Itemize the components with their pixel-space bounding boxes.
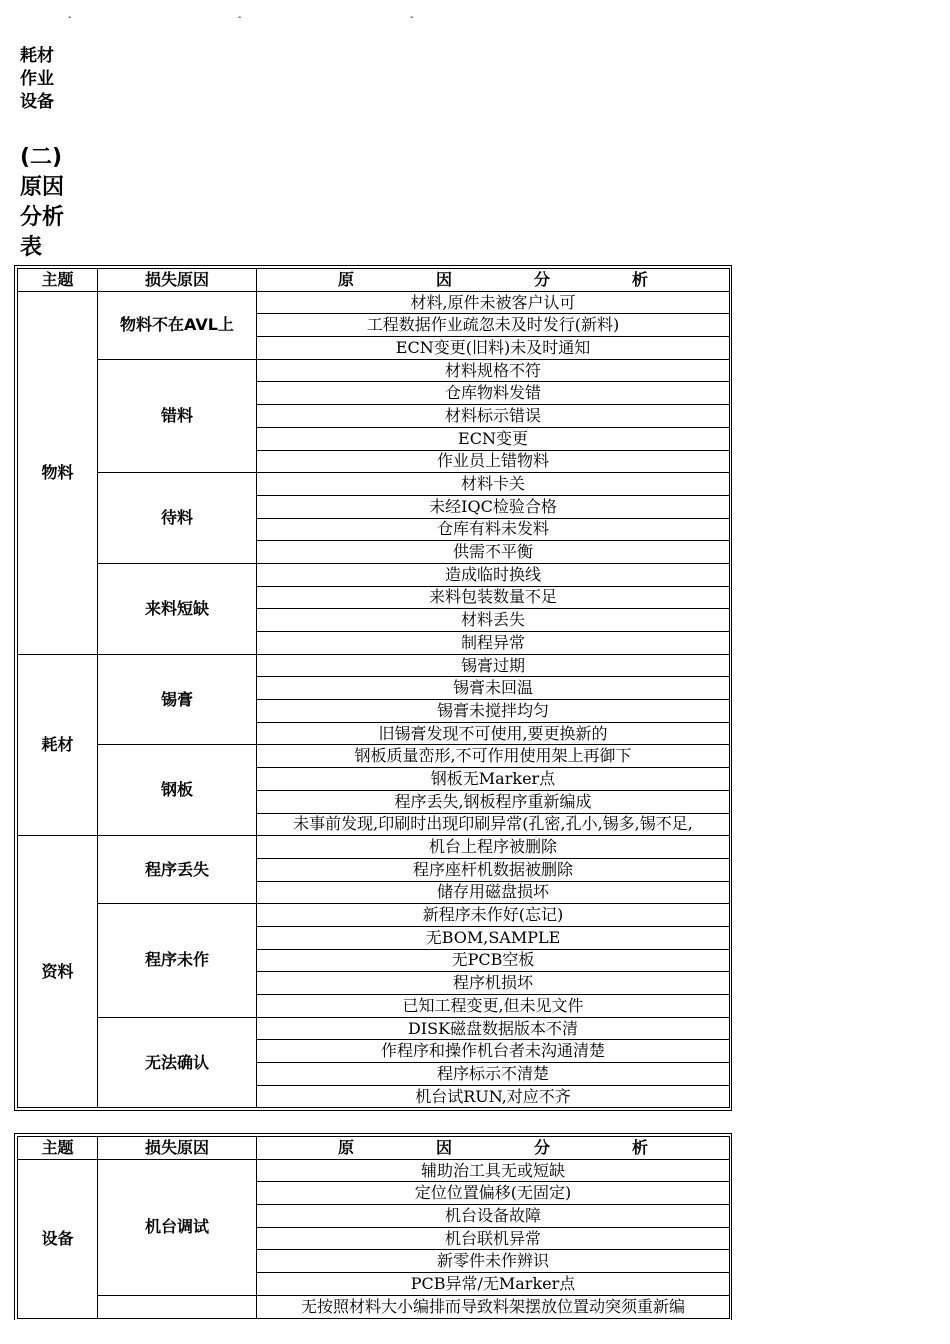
- header-analysis: [257, 269, 730, 292]
- side-label: 设备: [20, 92, 54, 112]
- heading-line: 原因: [20, 175, 65, 200]
- header-analysis-char: 分: [533, 269, 550, 289]
- page-cutoff: [0, 1320, 950, 1344]
- reason-cell: ECN变更: [257, 427, 730, 450]
- reason-cell: 仓库物料发错: [257, 382, 730, 405]
- reason-cell: 钢板无Marker点: [257, 768, 730, 791]
- cause-cell: 待料: [98, 473, 257, 564]
- header-analysis-char: 因: [435, 1137, 452, 1157]
- reason-cell: 仓库有料未发料: [257, 518, 730, 541]
- header-analysis-char: 原: [337, 269, 354, 289]
- header-analysis-char: 析: [631, 1137, 648, 1157]
- reason-cell: 程序丢失,钢板程序重新编成: [257, 790, 730, 813]
- reason-cell: 工程数据作业疏忽未及时发行(新料): [257, 314, 730, 337]
- reason-cell: 来料包装数量不足: [257, 586, 730, 609]
- header-analysis-char: 析: [631, 269, 648, 289]
- top-marks: [0, 12, 950, 24]
- reason-cell: 锡膏过期: [257, 654, 730, 677]
- reason-cell: 钢板质量峦形,不可作用使用架上再御下: [257, 745, 730, 768]
- cause-analysis-table-2: [14, 1133, 732, 1322]
- table-row: [18, 836, 730, 859]
- side-labels: [20, 45, 54, 114]
- reason-cell: 锡膏未搅拌均匀: [257, 700, 730, 723]
- table-row: [18, 745, 730, 768]
- table-row: [18, 563, 730, 586]
- cause-cell: 锡膏: [98, 654, 257, 745]
- cause-cell: 无法确认: [98, 1017, 257, 1108]
- cause-cell: [98, 1295, 257, 1318]
- reason-cell: 材料,原件未被客户认可: [257, 291, 730, 314]
- topic-cell: 设备: [18, 1159, 98, 1318]
- reason-cell: 锡膏未回温: [257, 677, 730, 700]
- topic-cell: 资料: [18, 836, 98, 1108]
- table-row: [18, 904, 730, 927]
- cause-analysis-table-1: [14, 265, 732, 1111]
- reason-cell: 无按照材料大小编排而导致料架摆放位置动突须重新编: [257, 1295, 730, 1318]
- reason-cell: 材料规格不符: [257, 359, 730, 382]
- table-header-row: [18, 269, 730, 292]
- reason-cell: 造成临时换线: [257, 563, 730, 586]
- reason-cell: 新程序未作好(忘记): [257, 904, 730, 927]
- reason-cell: 材料丢失: [257, 609, 730, 632]
- cause-cell: 程序丢失: [98, 836, 257, 904]
- reason-cell: 机台设备故障: [257, 1205, 730, 1228]
- table-row: [18, 1295, 730, 1318]
- reason-cell: 新零件未作辨识: [257, 1250, 730, 1273]
- reason-cell: 未事前发现,印刷时出现印刷异常(孔密,孔小,锡多,锡不足,: [257, 813, 730, 836]
- table-row: [18, 291, 730, 314]
- reason-cell: 程序座杆机数据被删除: [257, 858, 730, 881]
- cause-cell: 来料短缺: [98, 563, 257, 654]
- reason-cell: PCB异常/无Marker点: [257, 1273, 730, 1296]
- table-row: [18, 1017, 730, 1040]
- reason-cell: ECN变更(旧料)未及时通知: [257, 337, 730, 360]
- reason-cell: 材料卡关: [257, 473, 730, 496]
- reason-cell: 辅助治工具无或短缺: [257, 1159, 730, 1182]
- reason-cell: 无PCB空板: [257, 949, 730, 972]
- reason-cell: 作业员上错物料: [257, 450, 730, 473]
- reason-cell: 制程异常: [257, 632, 730, 655]
- topic-cell: 物料: [18, 291, 98, 654]
- table-header-row: [18, 1137, 730, 1160]
- reason-cell: 程序标示不清楚: [257, 1063, 730, 1086]
- header-topic: 主题: [18, 1137, 98, 1160]
- topic-cell: 耗材: [18, 654, 98, 836]
- reason-cell: 机台上程序被删除: [257, 836, 730, 859]
- reason-cell: 材料标示错误: [257, 405, 730, 428]
- side-label: 作业: [20, 69, 54, 89]
- header-analysis: [257, 1137, 730, 1160]
- side-label: 耗材: [20, 46, 54, 66]
- cause-cell: 错料: [98, 359, 257, 472]
- header-topic: 主题: [18, 269, 98, 292]
- header-cause: 损失原因: [98, 269, 257, 292]
- heading-line: 分析: [20, 205, 65, 230]
- heading-line: 表: [20, 235, 43, 260]
- reason-cell: 程序机损坏: [257, 972, 730, 995]
- reason-cell: 无BOM,SAMPLE: [257, 926, 730, 949]
- reason-cell: 未经IQC检验合格: [257, 495, 730, 518]
- reason-cell: 储存用磁盘损坏: [257, 881, 730, 904]
- header-analysis-char: 原: [337, 1137, 354, 1157]
- cause-cell: 物料不在AVL上: [98, 291, 257, 359]
- top-mark: -: [410, 12, 414, 23]
- cause-cell: 钢板: [98, 745, 257, 836]
- reason-cell: 机台试RUN,对应不齐: [257, 1085, 730, 1108]
- cause-cell: 程序未作: [98, 904, 257, 1017]
- header-analysis-char: 分: [533, 1137, 550, 1157]
- heading-line: (二): [20, 145, 63, 170]
- top-mark: -: [68, 12, 72, 23]
- table-row: [18, 654, 730, 677]
- reason-cell: 旧锡膏发现不可使用,要更换新的: [257, 722, 730, 745]
- table-row: [18, 359, 730, 382]
- section-heading: [20, 143, 64, 263]
- table-row: [18, 1159, 730, 1182]
- reason-cell: 供需不平衡: [257, 541, 730, 564]
- reason-cell: 机台联机异常: [257, 1227, 730, 1250]
- reason-cell: 定位位置偏移(无固定): [257, 1182, 730, 1205]
- cause-table: [17, 1136, 730, 1319]
- reason-cell: 作程序和操作机台者未沟通清楚: [257, 1040, 730, 1063]
- cause-table: [17, 268, 730, 1108]
- table-row: [18, 473, 730, 496]
- top-mark: -: [238, 12, 242, 23]
- header-analysis-char: 因: [435, 269, 452, 289]
- header-cause: 损失原因: [98, 1137, 257, 1160]
- reason-cell: 已知工程变更,但未见文件: [257, 995, 730, 1018]
- reason-cell: DISK磁盘数据版本不清: [257, 1017, 730, 1040]
- cause-cell: 机台调试: [98, 1159, 257, 1295]
